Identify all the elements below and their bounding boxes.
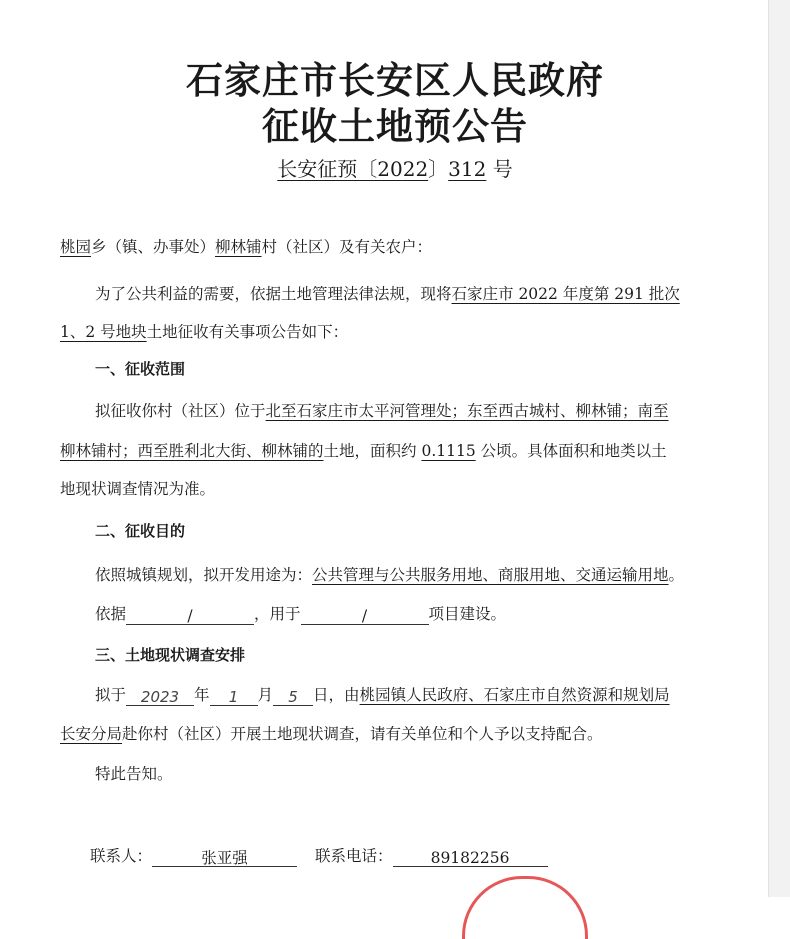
section-1-heading: 一、征收范围: [95, 360, 186, 378]
document-title: 石家庄市长安区人民政府: [186, 58, 604, 102]
section-1-area-prefix: 土地，面积约: [323, 442, 422, 460]
section-3-heading: 三、土地现状调查安排: [95, 646, 246, 664]
schedule-year-label: 年: [194, 686, 210, 704]
section-2-heading: 二、征收目的: [95, 522, 186, 540]
use-suffix: 项目建设。: [428, 605, 507, 623]
use-value: /: [301, 605, 429, 625]
schedule-day-label: 日，由: [313, 686, 360, 704]
basis-value: /: [126, 605, 254, 625]
schedule-year: 2023: [126, 686, 194, 706]
section-2-basis-line: [95, 603, 506, 625]
schedule-org-b: 长安分局: [60, 725, 123, 743]
purpose-prefix: 依照城镇规划，拟开发用途为：: [95, 566, 313, 584]
section-3-line-2: [60, 723, 603, 745]
doc-number-prefix: 长安征预〔20: [277, 157, 403, 181]
section-1-area-suffix: 公顷。具体面积和地类以土: [475, 442, 667, 460]
section-1-line-3: 地现状调查情况为准。: [60, 480, 216, 498]
purpose-suffix: 。: [668, 566, 685, 584]
schedule-rest: 赴你村（社区）开展土地现状调查，请有关单位和个人予以支持配合。: [122, 725, 603, 743]
schedule-day: 5: [273, 686, 313, 706]
use-label: ，用于: [254, 605, 301, 623]
doc-number-value: 312: [448, 157, 487, 181]
official-seal: [462, 876, 588, 939]
document-number: [0, 156, 790, 182]
addressee-line: [60, 236, 432, 258]
intro-line-2: [60, 321, 348, 343]
contact-person-label: 联系人：: [90, 847, 153, 865]
section-2-purpose-line: [95, 564, 684, 586]
section-1-boundary-a: 北至石家庄市太平河管理处；东至西古城村、柳林铺；南至: [265, 402, 669, 420]
section-1-boundary-b: 柳林铺村；西至胜利北大街、柳林铺的: [60, 442, 324, 460]
addressee-village: 柳林铺: [215, 238, 262, 256]
section-1-line-2: [60, 440, 667, 462]
intro-line-1: [95, 283, 680, 305]
contact-line: [90, 845, 548, 867]
doc-number-year: 22: [402, 157, 429, 181]
intro-part2: 土地征收有关事项公告如下：: [146, 323, 349, 341]
intro-project-a: 石家庄市 2022 年度第 291 批次: [451, 285, 680, 303]
addressee-town-suffix: 乡（镇、办事处）: [91, 238, 216, 256]
schedule-month: 1: [210, 686, 258, 706]
doc-number-suffix: 号: [486, 157, 513, 181]
basis-label: 依据: [95, 605, 127, 623]
contact-person: 张亚强: [152, 847, 297, 867]
section-1-prefix: 拟征收你村（社区）位于: [95, 402, 266, 420]
contact-phone: 89182256: [393, 847, 548, 867]
doc-number-mid: 〕: [428, 157, 449, 181]
addressee-town: 桃园: [60, 238, 92, 256]
section-3-line-1: [95, 684, 670, 706]
document-subtitle: 征收土地预公告: [262, 104, 528, 148]
schedule-month-label: 月: [257, 686, 274, 704]
intro-project-b: 1、2 号地块: [60, 323, 147, 341]
contact-phone-label: 联系电话：: [315, 847, 393, 865]
purpose-value: 公共管理与公共服务用地、商服用地、交通运输用地: [312, 566, 669, 584]
addressee-rest: 村（社区）及有关农户：: [261, 238, 433, 256]
section-1-line-1: [95, 400, 669, 422]
schedule-prefix: 拟于: [95, 686, 127, 704]
intro-part1: 为了公共利益的需要，依据土地管理法律法规，现将: [95, 285, 452, 303]
section-1-area: 0.1115: [421, 442, 476, 460]
schedule-org-a: 桃园镇人民政府、石家庄市自然资源和规划局: [359, 686, 670, 704]
closing-text: 特此告知。: [95, 765, 173, 783]
